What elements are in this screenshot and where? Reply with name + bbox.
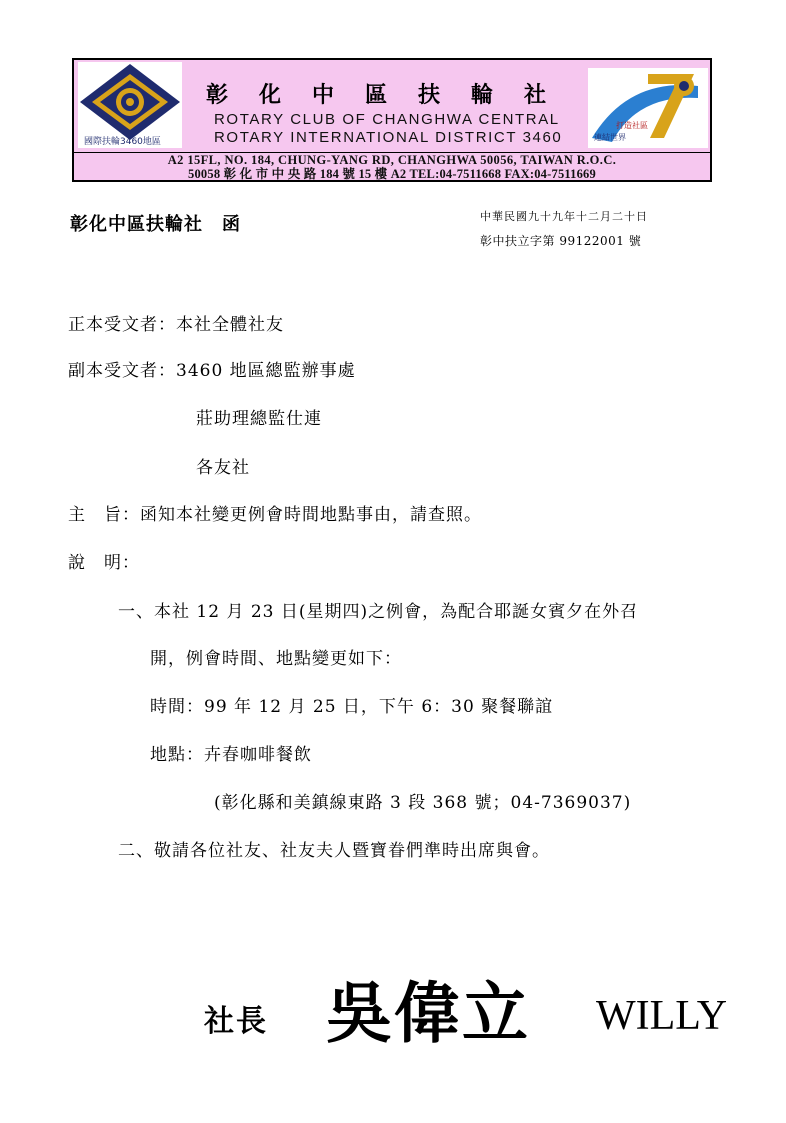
anniversary-logo	[588, 68, 708, 148]
club-name-chinese: 彰化中區扶輪社	[206, 82, 578, 108]
document-number: 彰中扶立字第 99122001 號	[480, 234, 642, 248]
letterhead	[72, 58, 712, 182]
recipient-main: 正本受文者：本社全體社友	[68, 315, 284, 335]
anniversary-caption-1: 打造社區	[616, 121, 648, 130]
meeting-place: 地點：卉春咖啡餐飲	[150, 745, 312, 765]
item-one-line-one: 一、本社 12 月 23 日(星期四)之例會，為配合耶誕女賓夕在外召	[118, 602, 639, 622]
signature-title: 社長	[204, 1004, 268, 1039]
recipient-cc: 副本受文者：3460 地區總監辦事處	[68, 361, 356, 381]
district-logo	[78, 62, 182, 148]
cc-friend-clubs: 各友社	[196, 458, 250, 478]
district-name-english: ROTARY INTERNATIONAL DISTRICT 3460	[214, 129, 563, 146]
item-two: 二、敬請各位社友、社友夫人暨寶眷們準時出席與會。	[118, 841, 550, 861]
club-name-english: ROTARY CLUB OF CHANGHWA CENTRAL	[214, 111, 560, 128]
anniversary-caption-2: 連結世界	[594, 133, 626, 142]
signature-name: 吳偉立	[326, 974, 530, 1052]
explanation-label: 說 明：	[68, 553, 140, 573]
meeting-time: 時間：99 年 12 月 25 日，下午 6：30 聚餐聯誼	[150, 697, 554, 717]
address-chinese: 50058 彰 化 市 中 央 路 184 號 15 樓 A2 TEL:04-7511668 FAX:04-7511669	[188, 167, 596, 181]
address-english: A2 15FL, NO. 184, CHUNG-YANG RD, CHANGHWA 50056, TAIWAN R.O.C.	[167, 153, 617, 167]
district-logo-caption: 國際扶輪3460地區	[84, 137, 161, 147]
document-date: 中華民國九十九年十二月二十日	[480, 210, 648, 223]
meeting-address: (彰化縣和美鎮線東路 3 段 368 號；04-7369037)	[214, 793, 632, 813]
signature-english: WILLY	[596, 993, 728, 1039]
cc-assistant-governor: 莊助理總監仕連	[196, 409, 322, 429]
document-title: 彰化中區扶輪社 函	[70, 214, 241, 235]
subject-line: 主 旨：函知本社變更例會時間地點事由，請查照。	[68, 505, 482, 525]
item-one-line-two: 開，例會時間、地點變更如下：	[150, 649, 402, 669]
